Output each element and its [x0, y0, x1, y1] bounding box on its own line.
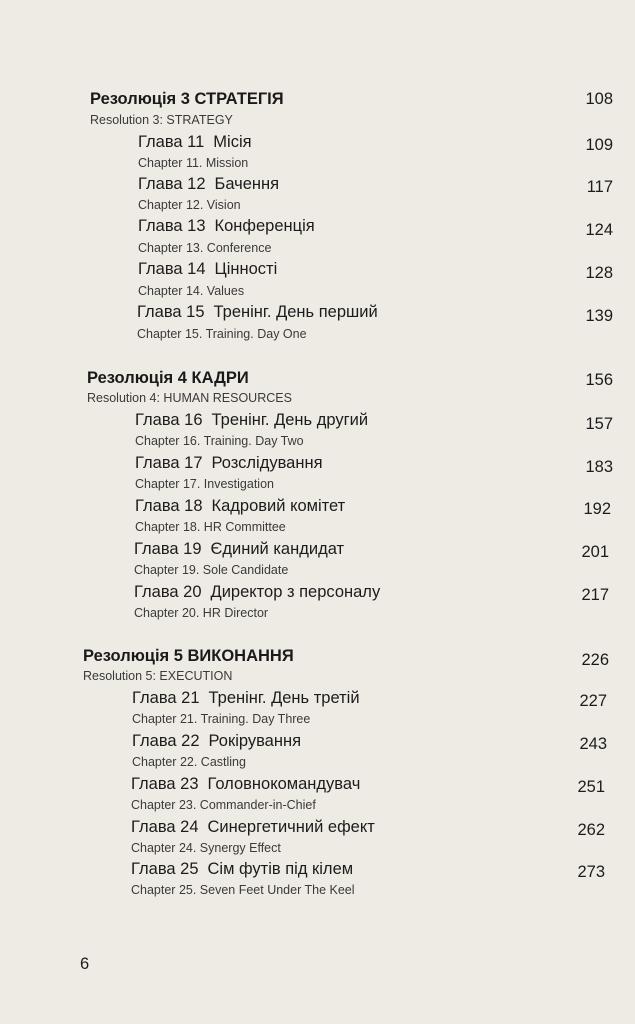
- chapter-title: Глава 12 Бачення: [138, 175, 280, 193]
- chapter-page-number: 273: [577, 863, 605, 881]
- chapter-subtitle: Chapter 15. Training. Day One: [137, 327, 307, 341]
- chapter-subtitle: Chapter 16. Training. Day Two: [135, 434, 304, 448]
- chapter-subtitle: Chapter 20. HR Director: [134, 606, 269, 620]
- chapter-page-number: 183: [585, 458, 613, 476]
- chapter-title: Глава 17 Розслідування: [135, 454, 323, 472]
- chapter-subtitle: Chapter 11. Mission: [138, 156, 249, 170]
- section-subtitle: Resolution 5: EXECUTION: [83, 669, 233, 683]
- chapter-subtitle: Chapter 21. Training. Day Three: [132, 712, 311, 726]
- chapter-page-number: 128: [585, 264, 613, 282]
- chapter-subtitle: Chapter 14. Values: [138, 284, 245, 298]
- chapter-page-number: 139: [585, 307, 613, 325]
- chapter-subtitle: Chapter 13. Conference: [138, 241, 272, 255]
- chapter-subtitle: Chapter 24. Synergy Effect: [131, 841, 281, 855]
- chapter-page-number: 243: [579, 735, 607, 753]
- chapter-title: Глава 20 Директор з персоналу: [134, 583, 381, 601]
- chapter-subtitle: Chapter 25. Seven Feet Under The Keel: [131, 883, 355, 897]
- chapter-page-number: 262: [577, 821, 605, 839]
- section-heading: [87, 369, 635, 388]
- chapter-title: Глава 11 Місія: [138, 133, 252, 151]
- page-number: 6: [80, 955, 90, 973]
- chapter-title: Глава 16 Тренінг. День другий: [135, 411, 369, 429]
- chapter-page-number: 109: [585, 136, 613, 154]
- section-heading: [83, 647, 635, 669]
- chapter-page-number: 251: [577, 778, 605, 796]
- chapter-page-number: 117: [586, 178, 613, 196]
- chapter-title: Глава 23 Головнокомандувач: [131, 775, 361, 793]
- section-title: Резолюція 5 ВИКОНАННЯ: [83, 647, 294, 665]
- chapter-title: Глава 25 Сім футів під кілем: [131, 860, 354, 878]
- section-subtitle: Resolution 4: HUMAN RESOURCES: [87, 391, 292, 405]
- chapter-title: Глава 13 Конференція: [138, 217, 315, 235]
- chapter-title: Глава 18 Кадровий комітет: [135, 497, 346, 515]
- section-heading: [90, 90, 635, 109]
- chapter-page-number: 124: [585, 221, 613, 239]
- chapter-title: Глава 14 Цінності: [138, 260, 278, 278]
- chapter-page-number: 217: [581, 586, 609, 604]
- chapter-subtitle: Chapter 22. Castling: [132, 755, 246, 769]
- chapter-title: Глава 19 Єдиний кандидат: [134, 540, 345, 558]
- chapter-subtitle: Chapter 12. Vision: [138, 198, 241, 212]
- chapter-page-number: 192: [583, 500, 611, 518]
- section-subtitle: Resolution 3: STRATEGY: [90, 113, 233, 127]
- chapter-title: Глава 21 Тренінг. День третій: [132, 689, 360, 707]
- section-title: Резолюція 3 СТРАТЕГІЯ: [90, 90, 284, 108]
- chapter-subtitle: Chapter 23. Commander-in-Chief: [131, 798, 316, 812]
- chapter-subtitle: Chapter 19. Sole Candidate: [134, 563, 289, 577]
- chapter-title: Глава 24 Синергетичний ефект: [131, 818, 375, 836]
- chapter-subtitle: Chapter 17. Investigation: [135, 477, 274, 491]
- section-page-number: 156: [585, 371, 613, 389]
- chapter-page-number: 157: [585, 415, 613, 433]
- chapter-title: Глава 15 Тренінг. День перший: [137, 303, 378, 321]
- section-page-number: 226: [581, 651, 609, 669]
- chapter-page-number: 201: [581, 543, 609, 561]
- chapter-subtitle: Chapter 18. HR Committee: [135, 520, 286, 534]
- chapter-title: Глава 22 Рокірування: [132, 732, 302, 750]
- section-page-number: 108: [585, 90, 613, 108]
- chapter-page-number: 227: [579, 692, 607, 710]
- section-title: Резолюція 4 КАДРИ: [87, 369, 249, 387]
